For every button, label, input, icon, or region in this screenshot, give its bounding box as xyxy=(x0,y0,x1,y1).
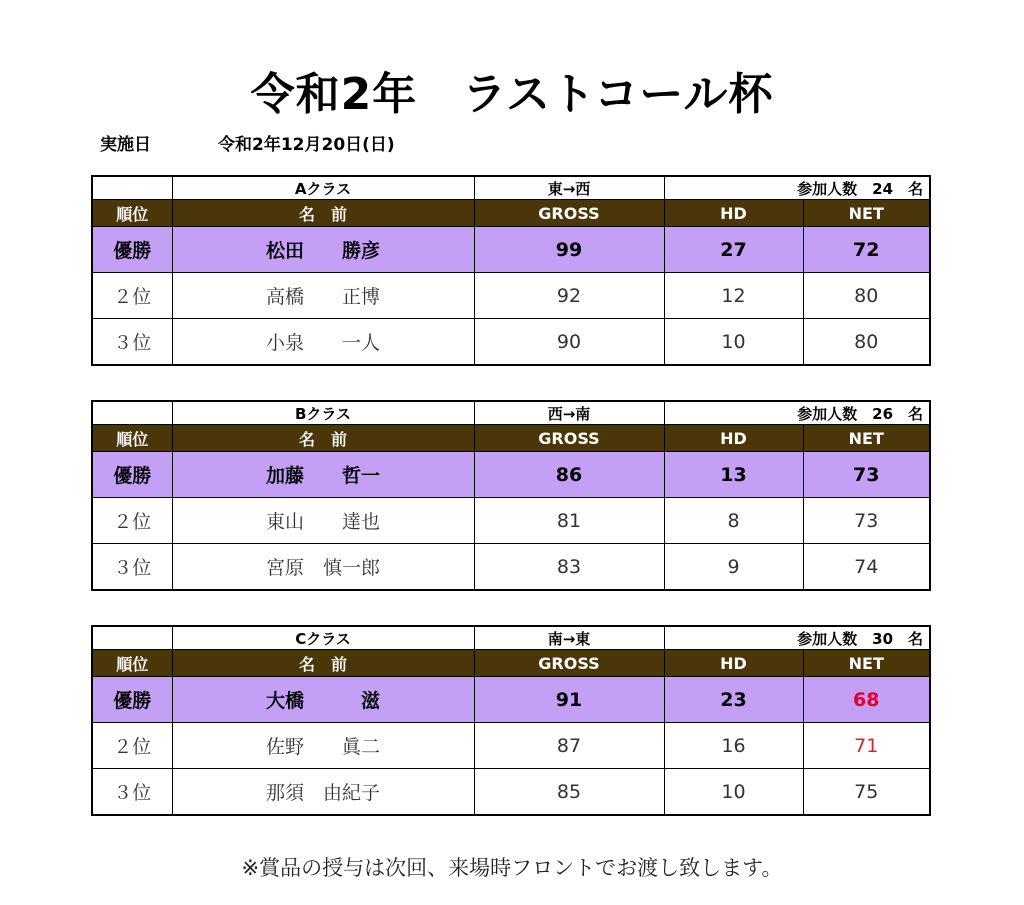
rank-cell: ３位 xyxy=(92,769,172,816)
results-table-b xyxy=(91,400,931,591)
hd-cell: 10 xyxy=(664,769,803,816)
rank-cell: ２位 xyxy=(92,498,172,544)
header-net: NET xyxy=(803,425,930,452)
header-rank: 順位 xyxy=(92,200,172,227)
hd-cell: 10 xyxy=(664,319,803,366)
table-row xyxy=(92,319,930,366)
rank-cell: 優勝 xyxy=(92,227,172,273)
table-row xyxy=(92,677,930,723)
table-row xyxy=(92,273,930,319)
table-header-row xyxy=(92,650,930,677)
table-row xyxy=(92,769,930,816)
header-rank: 順位 xyxy=(92,650,172,677)
hd-cell: 27 xyxy=(664,227,803,273)
results-table-a xyxy=(91,175,931,366)
results-table-c xyxy=(91,625,931,816)
course-route: 南→東 xyxy=(474,626,664,650)
table-row xyxy=(92,227,930,273)
header-hd: HD xyxy=(664,200,803,227)
table-info-row xyxy=(92,626,930,650)
name-cell: 那須 由紀子 xyxy=(172,769,474,816)
rank-cell: 優勝 xyxy=(92,677,172,723)
rank-cell: ２位 xyxy=(92,723,172,769)
rank-cell: 優勝 xyxy=(92,452,172,498)
hd-cell: 12 xyxy=(664,273,803,319)
hd-cell: 23 xyxy=(664,677,803,723)
header-net: NET xyxy=(803,650,930,677)
page-title: 令和2年 ラストコール杯 xyxy=(250,69,774,120)
name-cell: 大橋 滋 xyxy=(172,677,474,723)
event-date xyxy=(100,130,395,155)
header-name: 名 前 xyxy=(172,200,474,227)
table-row xyxy=(92,498,930,544)
gross-cell: 86 xyxy=(474,452,664,498)
class-name: Aクラス xyxy=(172,176,474,200)
hd-cell: 9 xyxy=(664,544,803,591)
header-gross: GROSS xyxy=(474,650,664,677)
header-gross: GROSS xyxy=(474,200,664,227)
name-cell: 加藤 哲一 xyxy=(172,452,474,498)
name-cell: 松田 勝彦 xyxy=(172,227,474,273)
table-row xyxy=(92,544,930,591)
net-cell: 68 xyxy=(803,677,930,723)
gross-cell: 99 xyxy=(474,227,664,273)
table-header-row xyxy=(92,200,930,227)
table-info-row xyxy=(92,401,930,425)
header-name: 名 前 xyxy=(172,425,474,452)
gross-cell: 81 xyxy=(474,498,664,544)
gross-cell: 83 xyxy=(474,544,664,591)
header-net: NET xyxy=(803,200,930,227)
hd-cell: 13 xyxy=(664,452,803,498)
net-cell: 74 xyxy=(803,544,930,591)
name-cell: 佐野 眞二 xyxy=(172,723,474,769)
footnote: ※賞品の授与は次回、来場時フロントでお渡し致します。 xyxy=(241,856,783,880)
net-cell: 73 xyxy=(803,498,930,544)
header-name: 名 前 xyxy=(172,650,474,677)
name-cell: 小泉 一人 xyxy=(172,319,474,366)
net-cell: 80 xyxy=(803,273,930,319)
header-hd: HD xyxy=(664,650,803,677)
rank-cell: ２位 xyxy=(92,273,172,319)
net-cell: 71 xyxy=(803,723,930,769)
table-row xyxy=(92,723,930,769)
course-route: 東→西 xyxy=(474,176,664,200)
course-route: 西→南 xyxy=(474,401,664,425)
table-info-row xyxy=(92,176,930,200)
net-cell: 75 xyxy=(803,769,930,816)
header-rank: 順位 xyxy=(92,425,172,452)
gross-cell: 85 xyxy=(474,769,664,816)
rank-cell: ３位 xyxy=(92,544,172,591)
date-value: 令和2年12月20日(日) xyxy=(218,135,395,155)
class-name: Bクラス xyxy=(172,401,474,425)
name-cell: 東山 達也 xyxy=(172,498,474,544)
name-cell: 高橋 正博 xyxy=(172,273,474,319)
gross-cell: 90 xyxy=(474,319,664,366)
gross-cell: 87 xyxy=(474,723,664,769)
participant-count: 参加人数 26 名 xyxy=(664,401,930,425)
rank-cell: ３位 xyxy=(92,319,172,366)
header-gross: GROSS xyxy=(474,425,664,452)
participant-count: 参加人数 30 名 xyxy=(664,626,930,650)
table-header-row xyxy=(92,425,930,452)
hd-cell: 8 xyxy=(664,498,803,544)
date-label: 実施日 xyxy=(100,135,151,155)
name-cell: 宮原 慎一郎 xyxy=(172,544,474,591)
table-row xyxy=(92,452,930,498)
gross-cell: 91 xyxy=(474,677,664,723)
class-name: Cクラス xyxy=(172,626,474,650)
participant-count: 参加人数 24 名 xyxy=(664,176,930,200)
net-cell: 73 xyxy=(803,452,930,498)
gross-cell: 92 xyxy=(474,273,664,319)
hd-cell: 16 xyxy=(664,723,803,769)
net-cell: 72 xyxy=(803,227,930,273)
header-hd: HD xyxy=(664,425,803,452)
net-cell: 80 xyxy=(803,319,930,366)
